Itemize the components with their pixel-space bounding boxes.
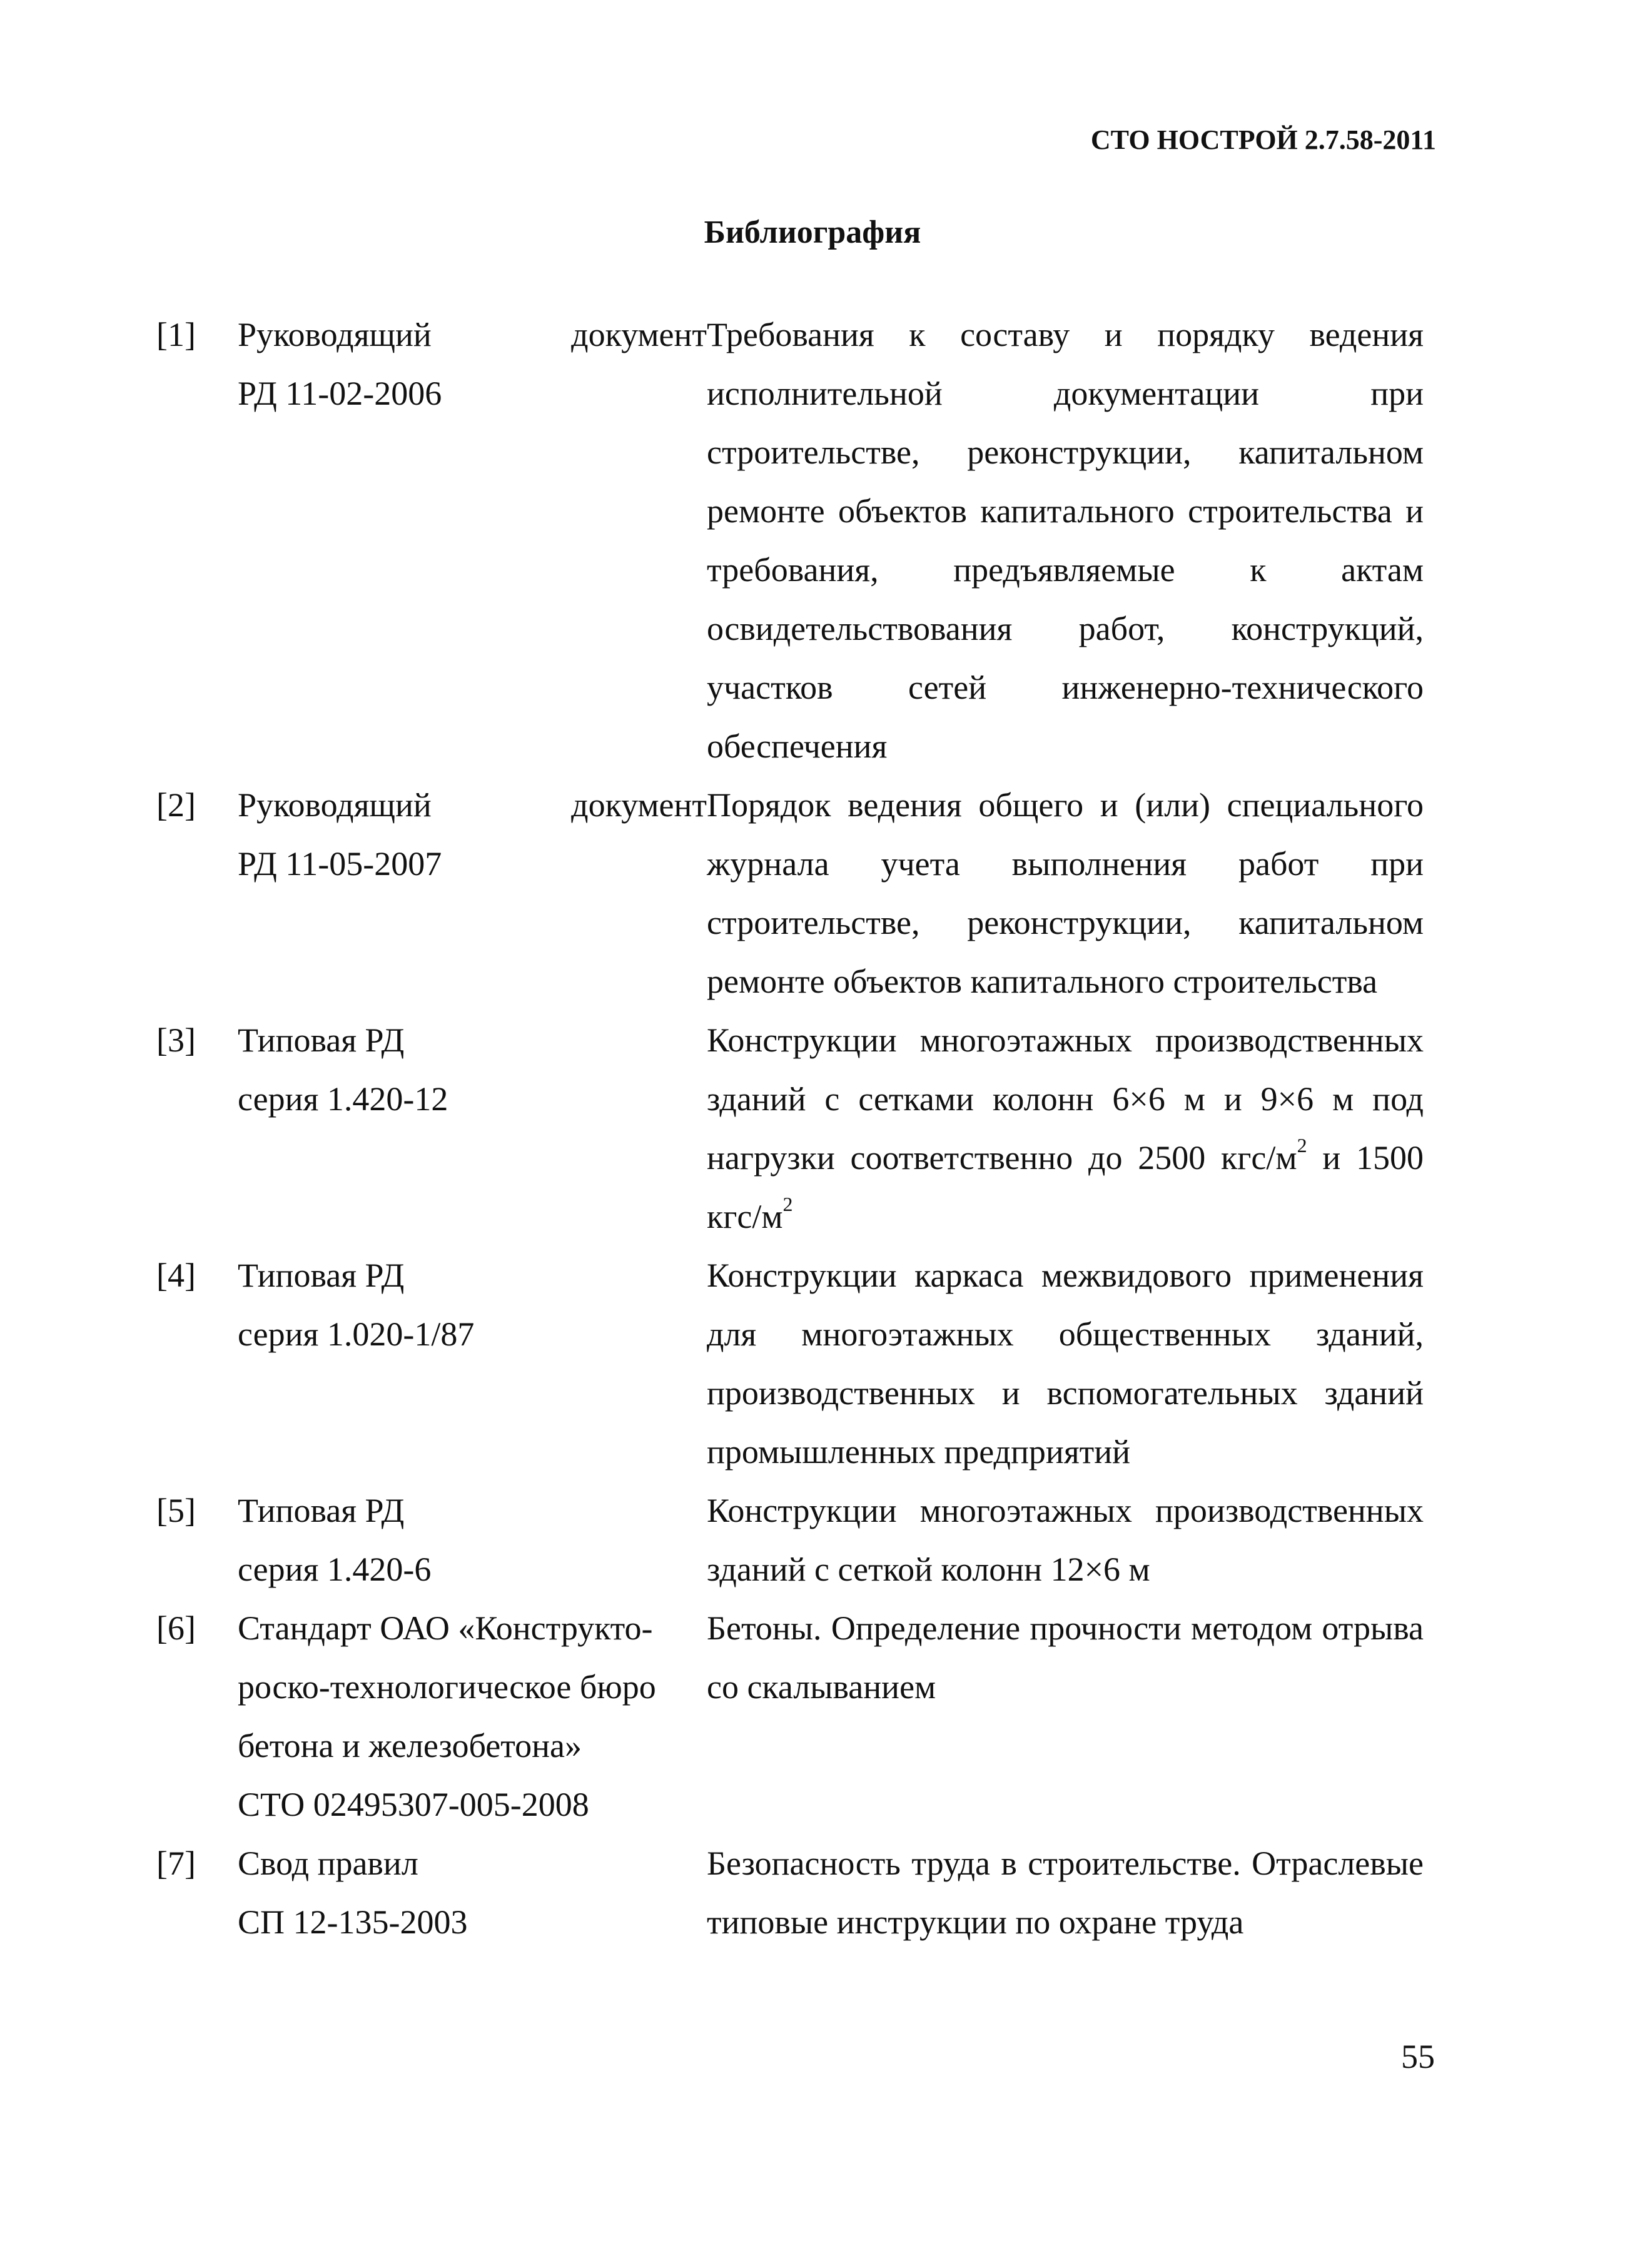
reference-title: Порядок ведения общего и (или) специального журнала учета выполнения работ при строительстве, реконструкции, капитальном ремонте объектов капитального строительства: [707, 786, 1424, 1000]
reference-source-line: СТО 02495307-005-2008: [238, 1786, 589, 1823]
reference-source-line: роско-технологическое бюро: [238, 1668, 656, 1706]
reference-5: [156, 1481, 1424, 1599]
reference-source-line: [238, 305, 707, 364]
reference-number: [6]: [156, 1609, 196, 1647]
reference-number: [3]: [156, 1021, 196, 1059]
reference-number: [7]: [156, 1845, 196, 1882]
reference-source-line: Типовая РД: [238, 1492, 405, 1529]
reference-source-line: Свод правил: [238, 1845, 418, 1882]
reference-title: [707, 1011, 1424, 1246]
reference-source-word: Руководящий: [238, 786, 432, 824]
reference-3: [156, 1011, 1424, 1246]
superscript: 2: [782, 1192, 793, 1215]
reference-source-line: серия 1.020-1/87: [238, 1315, 475, 1353]
reference-source: [238, 1599, 707, 1834]
reference-source-line: Типовая РД: [238, 1257, 405, 1294]
reference-source-line: [238, 776, 707, 834]
reference-title-text: и 1500 кгс/м: [707, 1139, 1424, 1235]
bibliography-list: [156, 305, 1424, 1952]
superscript: 2: [1297, 1133, 1307, 1157]
reference-title: Бетоны. Определение прочности методом отрыва со скалыванием: [707, 1609, 1424, 1706]
reference-title: Конструкции каркаса межвидового применения для многоэтажных общественных зданий, производственных и вспомогательных зданий промышленных предприятий: [707, 1257, 1424, 1471]
reference-source-line: РД 11-05-2007: [238, 845, 442, 883]
reference-2: [156, 776, 1424, 1011]
reference-source: [238, 1246, 707, 1364]
reference-title-text: Конструкции многоэтажных производственных зданий с сетками колонн 6×6 м и 9×6 м под нагрузки соответственно до 2500 кгс/м: [707, 1021, 1424, 1177]
reference-source-line: РД 11-02-2006: [238, 375, 442, 412]
reference-title: Безопасность труда в строительстве. Отраслевые типовые инструкции по охране труда: [707, 1845, 1424, 1941]
reference-source: [238, 1834, 707, 1952]
reference-number: [1]: [156, 316, 196, 353]
reference-4: [156, 1246, 1424, 1481]
reference-title: Конструкции многоэтажных производственных зданий с сеткой колонн 12×6 м: [707, 1492, 1424, 1588]
reference-source: [238, 1011, 707, 1128]
reference-source: [238, 305, 707, 423]
page-number: 55: [1401, 2038, 1435, 2075]
reference-source-word: документ: [571, 316, 707, 353]
reference-source: [238, 776, 707, 893]
reference-number: [5]: [156, 1492, 196, 1529]
reference-title: Требования к составу и порядку ведения исполнительной документации при строительстве, реконструкции, капитальном ремонте объектов капитального строительства и требования, предъявляемые к актам освидетельствования работ, конструкций, участков сетей инженерно-технического обеспечения: [707, 316, 1424, 765]
reference-source: [238, 1481, 707, 1599]
reference-1: [156, 305, 1424, 776]
reference-source-line: серия 1.420-6: [238, 1551, 432, 1588]
reference-6: [156, 1599, 1424, 1834]
reference-source-line: серия 1.420-12: [238, 1080, 448, 1118]
reference-source-line: бетона и железобетона»: [238, 1727, 582, 1764]
reference-source-line: Стандарт ОАО «Конструкто-: [238, 1609, 653, 1647]
reference-7: [156, 1834, 1424, 1952]
reference-source-word: документ: [571, 786, 707, 824]
page-title: Библиография: [704, 215, 921, 250]
reference-number: [2]: [156, 786, 196, 824]
reference-source-line: СП 12-135-2003: [238, 1903, 468, 1941]
reference-source-word: Руководящий: [238, 316, 432, 353]
reference-number: [4]: [156, 1257, 196, 1294]
reference-source-line: Типовая РД: [238, 1021, 405, 1059]
document-code: СТО НОСТРОЙ 2.7.58-2011: [1090, 124, 1436, 155]
